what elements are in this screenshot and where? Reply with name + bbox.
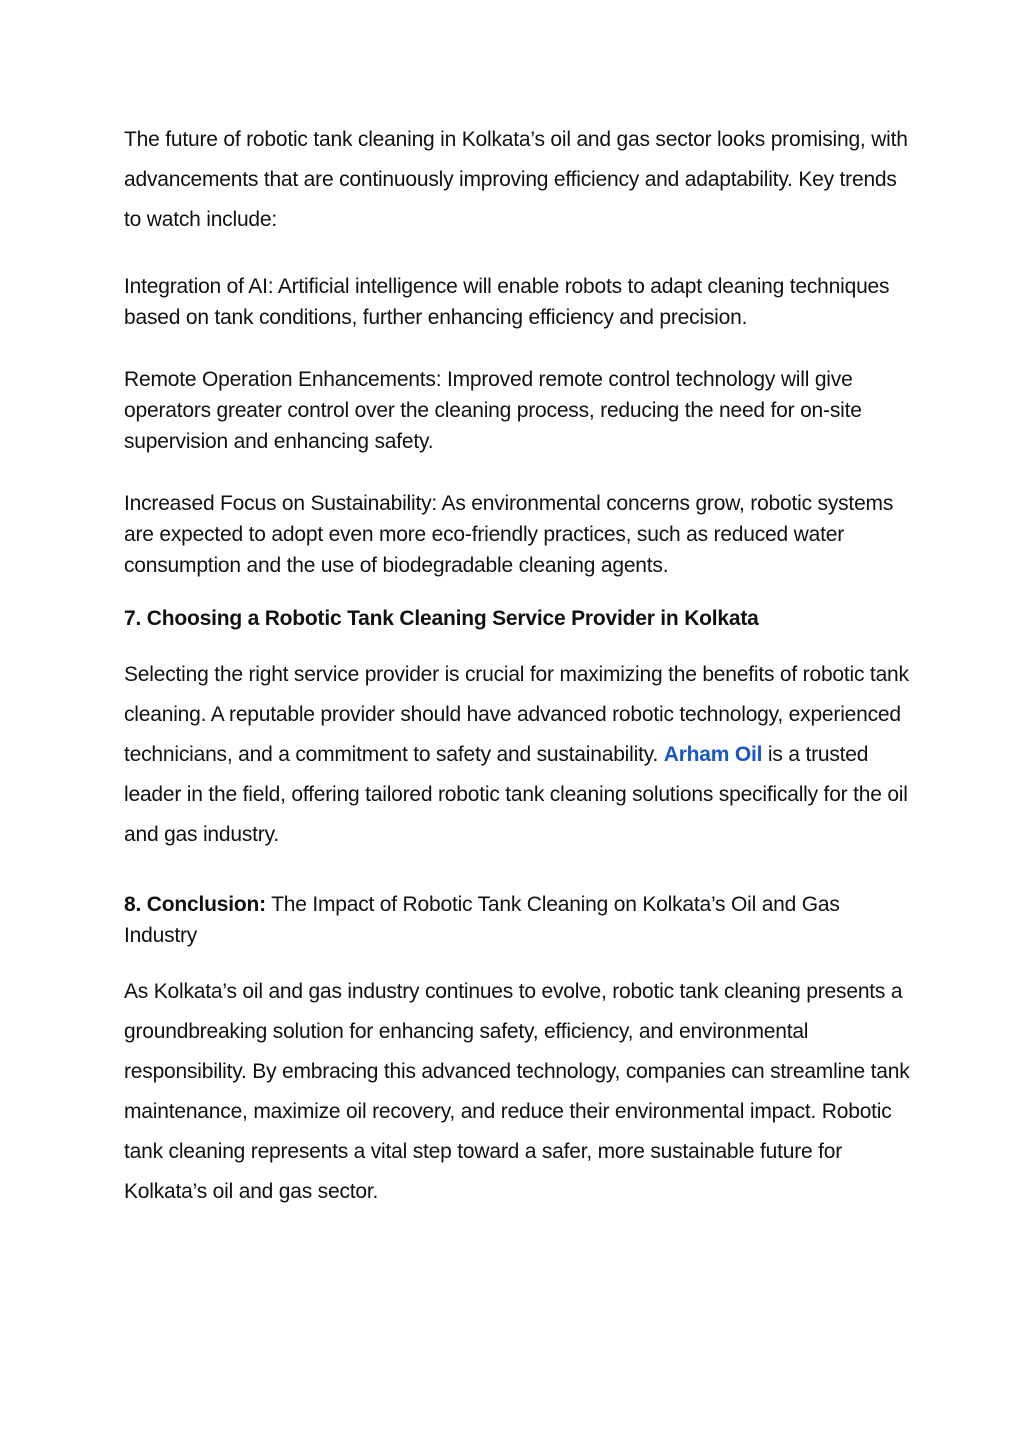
trend-remote-operation: Remote Operation Enhancements: Improved remote control technology will give operators greater control over the cleaning process, reducing the need for on-site supervision and enhancing safety. bbox=[124, 368, 862, 453]
arham-oil-link[interactable]: Arham Oil bbox=[663, 743, 763, 766]
section-7-text-before-link: Selecting the right service provider is crucial for maximizing the benefits of robotic tank cleaning. A reputable provider should have advanced robotic technology, experienced technicians, and a commitment to safety and sustainability. bbox=[124, 663, 909, 766]
section-7-text-after-link: is a trusted leader in the field, offering tailored robotic tank cleaning solutions specifically for the oil and gas industry. bbox=[124, 743, 908, 846]
intro-paragraph: The future of robotic tank cleaning in Kolkata’s oil and gas sector looks promising, with advancements that are continuously improving efficiency and adaptability. Key trends to watch include: bbox=[124, 128, 908, 231]
section-8-heading bbox=[124, 889, 914, 951]
trend-ai: Integration of AI: Artificial intelligence will enable robots to adapt cleaning techniques based on tank conditions, further enhancing efficiency and precision. bbox=[124, 275, 890, 329]
trend-sustainability: Increased Focus on Sustainability: As environmental concerns grow, robotic systems are expected to adopt even more eco-friendly practices, such as reduced water consumption and the use of biodegradable cleaning agents. bbox=[124, 492, 894, 577]
document-page bbox=[124, 120, 914, 1212]
section-7-heading: 7. Choosing a Robotic Tank Cleaning Service Provider in Kolkata bbox=[124, 607, 759, 630]
conclusion-paragraph: As Kolkata’s oil and gas industry continues to evolve, robotic tank cleaning presents a groundbreaking solution for enhancing safety, efficiency, and environmental responsibility. By embracing this advanced technology, companies can streamline tank maintenance, maximize oil recovery, and reduce their environmental impact. Robotic tank cleaning represents a vital step toward a safer, more sustainable future for Kolkata’s oil and gas sector. bbox=[124, 980, 910, 1203]
section-7-paragraph bbox=[124, 655, 914, 855]
section-8-heading-bold: 8. Conclusion: bbox=[124, 893, 266, 916]
section-8-heading-rest: The Impact of Robotic Tank Cleaning on Kolkata’s Oil and Gas Industry bbox=[124, 893, 840, 947]
